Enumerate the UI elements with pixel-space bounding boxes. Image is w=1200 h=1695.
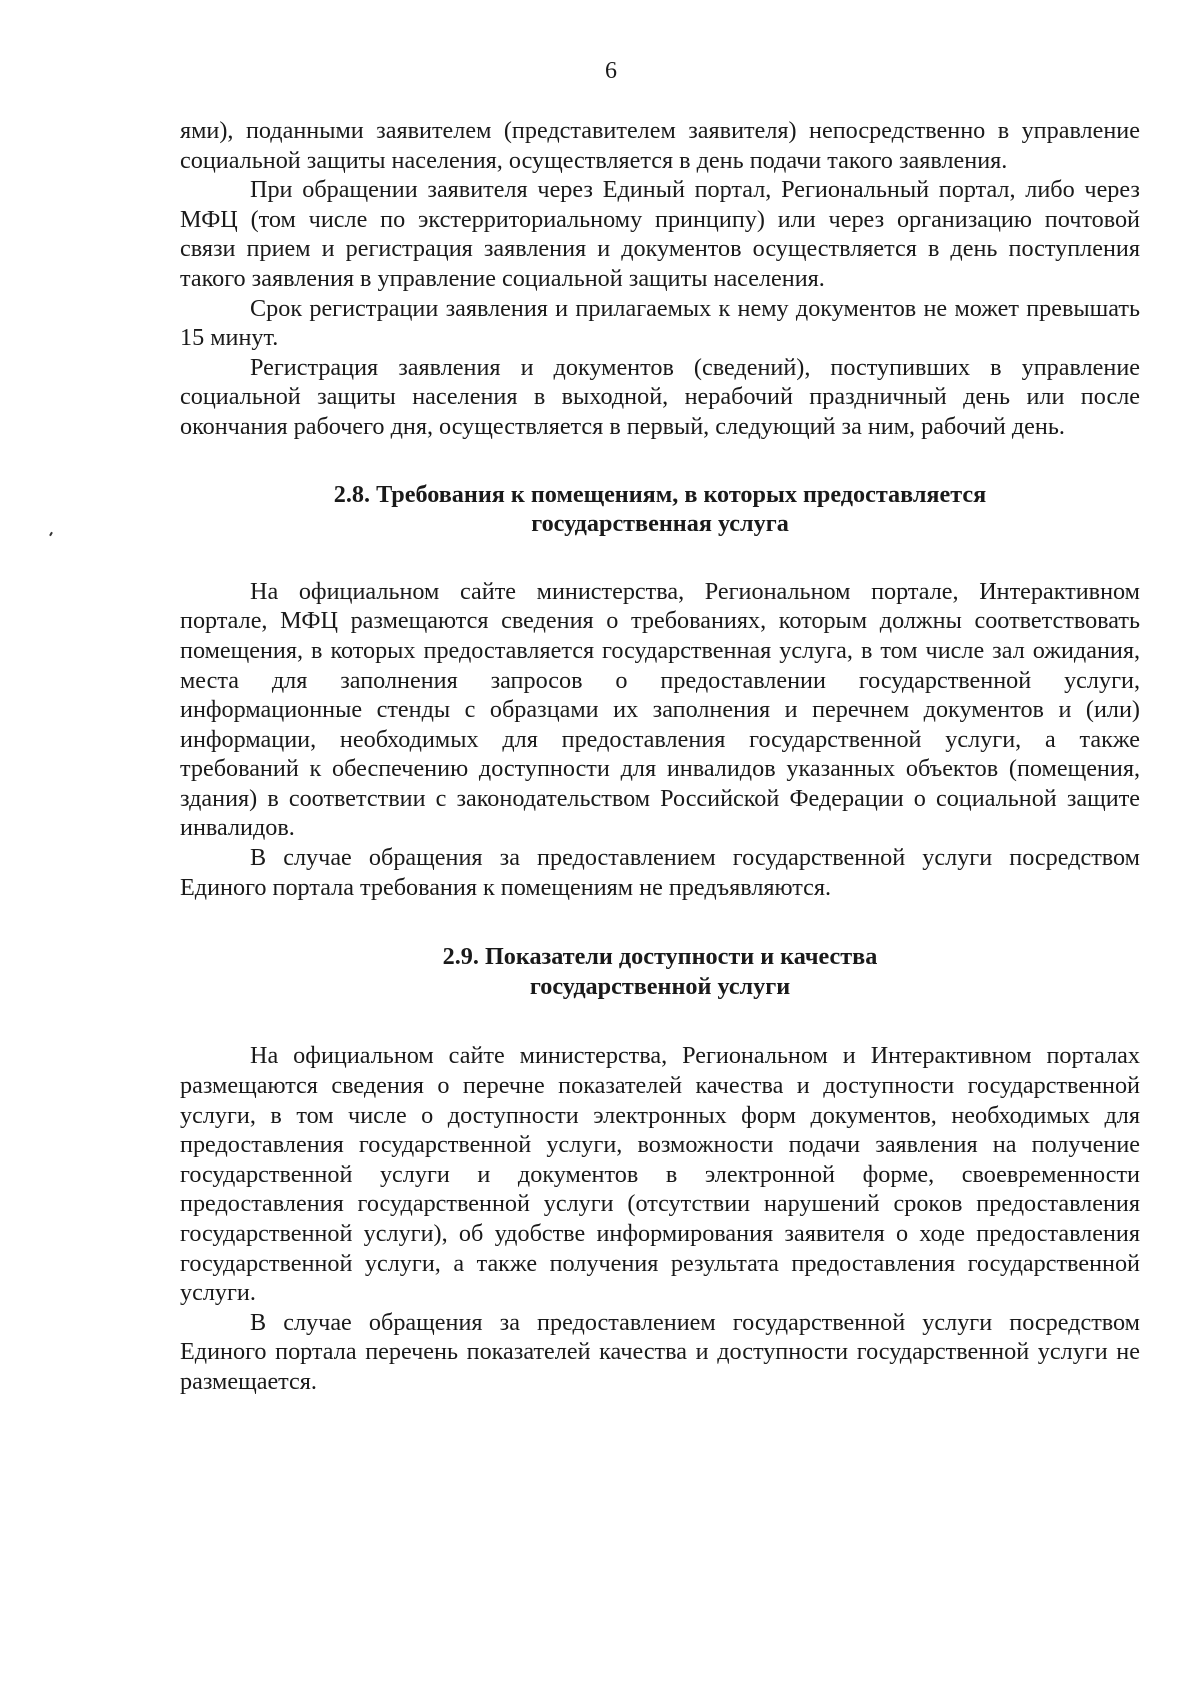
paragraph-indicators-single-portal: В случае обращения за предоставлением государственной услуги посредством Единого портала перечень показателей качества и доступности государственной услуги не размещается. — [180, 1308, 1140, 1395]
section-heading-2-9 — [180, 942, 1140, 1001]
page-number: 6 — [605, 58, 617, 84]
paragraph-quality-indicators: На официальном сайте министерства, Региональном и Интерактивном порталах размещаются сведения о перечне показателей качества и доступности государственной услуги, в том числе о доступности электронных форм документов, необходимых для предоставления государственной услуги, возможности подачи заявления на получение государственной услуги и документов в электронной форме, своевременности предоставления государственной услуги (отсутствии нарушений сроков предоставления государственной услуги), об удобстве информирования заявителя о ходе предоставления государственной услуги, а также получения результата предоставления государственной услуги. — [180, 1042, 1140, 1307]
paragraph-premises-requirements: На официальном сайте министерства, Региональном портале, Интерактивном портале, МФЦ размещаются сведения о требованиях, которым должны соответствовать помещения, в которых предоставляется государственная услуга, в том числе зал ожидания, места для заполнения запросов о предоставлении государственной услуги, информационные стенды с образцами их заполнения и перечнем документов и (или) информации, необходимых для предоставления государственной услуги, а также требований к обеспечению доступности для инвалидов указанных объектов (помещения, здания) в соответствии с законодательством Российской Федерации о социальной защите инвалидов. — [180, 577, 1140, 842]
paragraph-holiday-registration: Регистрация заявления и документов (сведений), поступивших в управление социальной защиты населения в выходной, нерабочий праздничный день или после окончания рабочего дня, осуществляется в первый, следующий за ним, рабочий день. — [180, 353, 1140, 440]
paragraph-portal-submission: При обращении заявителя через Единый портал, Региональный портал, либо через МФЦ (том числе по экстерриториальному принципу) или через организацию почтовой связи прием и регистрация заявления и документов осуществляется в день поступления такого заявления в управление социальной защиты населения. — [180, 176, 1140, 292]
paragraph-registration-time: Срок регистрации заявления и прилагаемых к нему документов не может превышать 15 минут. — [180, 294, 1140, 352]
paragraph-premises-single-portal: В случае обращения за предоставлением государственной услуги посредством Единого портала требования к помещениям не предъявляются. — [180, 844, 1140, 901]
section-heading-2-8-line1: 2.8. Требования к помещениям, в которых предоставляется — [333, 480, 987, 508]
document-body — [180, 116, 1140, 1397]
paragraph-continuation: ями), поданными заявителем (представителем заявителя) непосредственно в управление социальной защиты населения, осуществляется в день подачи такого заявления. — [180, 117, 1140, 174]
section-heading-2-8 — [180, 480, 1140, 539]
section-heading-2-9-line1: 2.9. Показатели доступности и качества — [442, 943, 878, 971]
scan-artifact-mark — [49, 532, 53, 536]
section-heading-2-8-line2: государственная услуга — [531, 510, 789, 538]
section-heading-2-9-line2: государственной услуги — [529, 972, 791, 1000]
